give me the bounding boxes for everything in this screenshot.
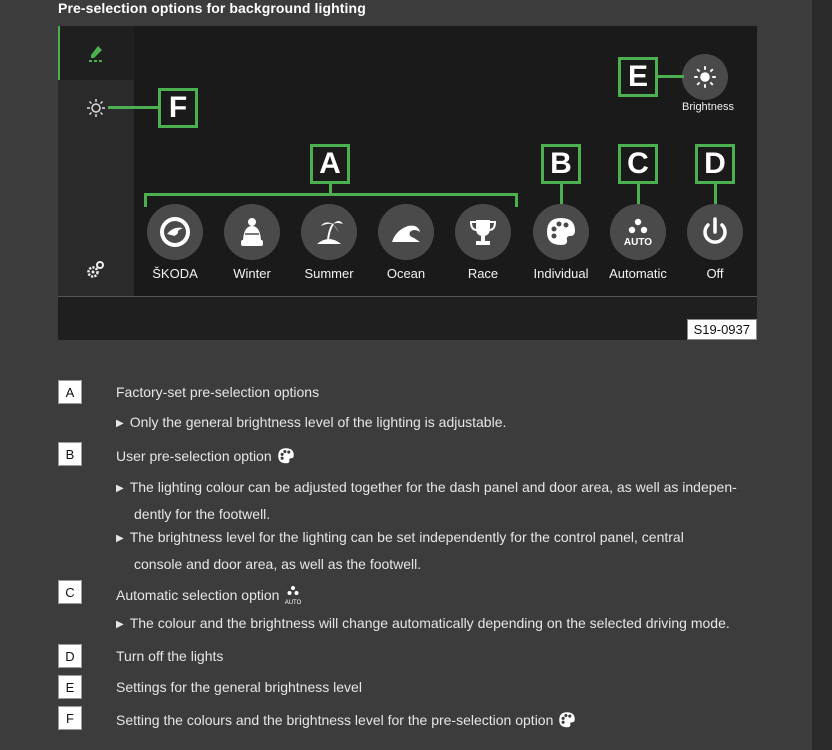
mode-label: Ocean xyxy=(386,266,426,281)
page-title: Pre-selection options for background lighting xyxy=(58,0,366,16)
legend-bullet: ▶ The lighting colour can be adjusted together for the dash panel and door area, as well as indepen- dently for the footwell. xyxy=(116,479,737,522)
mode-label: Summer xyxy=(304,266,354,281)
wave-icon xyxy=(388,214,424,250)
legend-text-f: Setting the colours and the brightness level for the pre-selection option xyxy=(116,710,577,733)
page-edge xyxy=(812,0,832,750)
legend-bullet: ▶ Only the general brightness level of the lighting is adjustable. xyxy=(116,414,507,430)
winter-hat-icon xyxy=(234,214,270,250)
callout-e: E xyxy=(618,57,658,97)
legend-text-a: Factory-set pre-selection options xyxy=(116,384,320,400)
gears-icon[interactable] xyxy=(84,258,108,282)
legend-key-d: D xyxy=(58,644,82,668)
figure-screen xyxy=(134,26,757,296)
legend-key-a: A xyxy=(58,380,82,404)
mode-ocean-button[interactable] xyxy=(378,204,434,260)
legend-key-b: B xyxy=(58,442,82,466)
legend-text-c: Automatic selection option AUTO xyxy=(116,584,303,609)
callout-c: C xyxy=(618,144,658,184)
callout-b: B xyxy=(541,144,581,184)
auto-text: AUTO xyxy=(623,237,653,248)
legend-bullet: ▶ The brightness level for the lighting can be set independently for the control panel, central console and door area, as well as the footwell. xyxy=(116,529,684,572)
callout-a-bracket-right xyxy=(515,193,518,207)
palette-icon xyxy=(543,214,579,250)
sun-icon[interactable] xyxy=(84,96,108,120)
palette-icon xyxy=(557,710,577,733)
auto-dots-icon xyxy=(283,584,303,609)
brightness-button[interactable] xyxy=(682,54,728,100)
palette-icon xyxy=(276,446,296,469)
mode-race-button[interactable] xyxy=(455,204,511,260)
brush-icon[interactable] xyxy=(84,42,108,64)
legend-key-c: C xyxy=(58,580,82,604)
callout-a: A xyxy=(310,144,350,184)
mode-label: Winter xyxy=(233,266,271,281)
legend-text-b: User pre-selection option xyxy=(116,446,296,469)
legend-key-e: E xyxy=(58,675,82,699)
callout-c-stem xyxy=(637,182,640,204)
brightness-label: Brightness xyxy=(682,101,734,113)
trophy-icon xyxy=(465,214,501,250)
legend-bullet: ▶ The colour and the brightness will change automatically depending on the selected driving mode. xyxy=(116,615,730,631)
callout-a-bracket-left xyxy=(144,193,147,207)
mode-individual-button[interactable] xyxy=(533,204,589,260)
skoda-logo-icon xyxy=(157,214,193,250)
mode-label: ŠKODA xyxy=(152,266,198,281)
callout-b-stem xyxy=(560,182,563,204)
lighting-figure xyxy=(58,26,757,340)
mode-skoda-button[interactable] xyxy=(147,204,203,260)
palm-island-icon xyxy=(311,214,347,250)
legend-text-e: Settings for the general brightness level xyxy=(116,679,362,695)
legend-text-d: Turn off the lights xyxy=(116,648,224,664)
callout-f: F xyxy=(158,88,198,128)
callout-d-stem xyxy=(714,182,717,204)
mode-winter-button[interactable] xyxy=(224,204,280,260)
auto-text: AUTO xyxy=(285,600,302,606)
figure-divider xyxy=(58,296,757,297)
mode-label: Race xyxy=(467,266,499,281)
callout-f-line xyxy=(108,106,160,109)
mode-automatic-button[interactable] xyxy=(610,204,666,260)
mode-label: Individual xyxy=(533,266,589,281)
power-icon xyxy=(697,214,733,250)
mode-label: Automatic xyxy=(609,266,667,281)
figure-code: S19-0937 xyxy=(687,319,757,340)
legend-key-f: F xyxy=(58,706,82,730)
auto-dots-icon xyxy=(618,212,658,252)
mode-label: Off xyxy=(706,266,724,281)
figure-sidebar xyxy=(58,26,134,296)
callout-e-line xyxy=(654,75,684,78)
callout-d: D xyxy=(695,144,735,184)
mode-off-button[interactable] xyxy=(687,204,743,260)
mode-summer-button[interactable] xyxy=(301,204,357,260)
